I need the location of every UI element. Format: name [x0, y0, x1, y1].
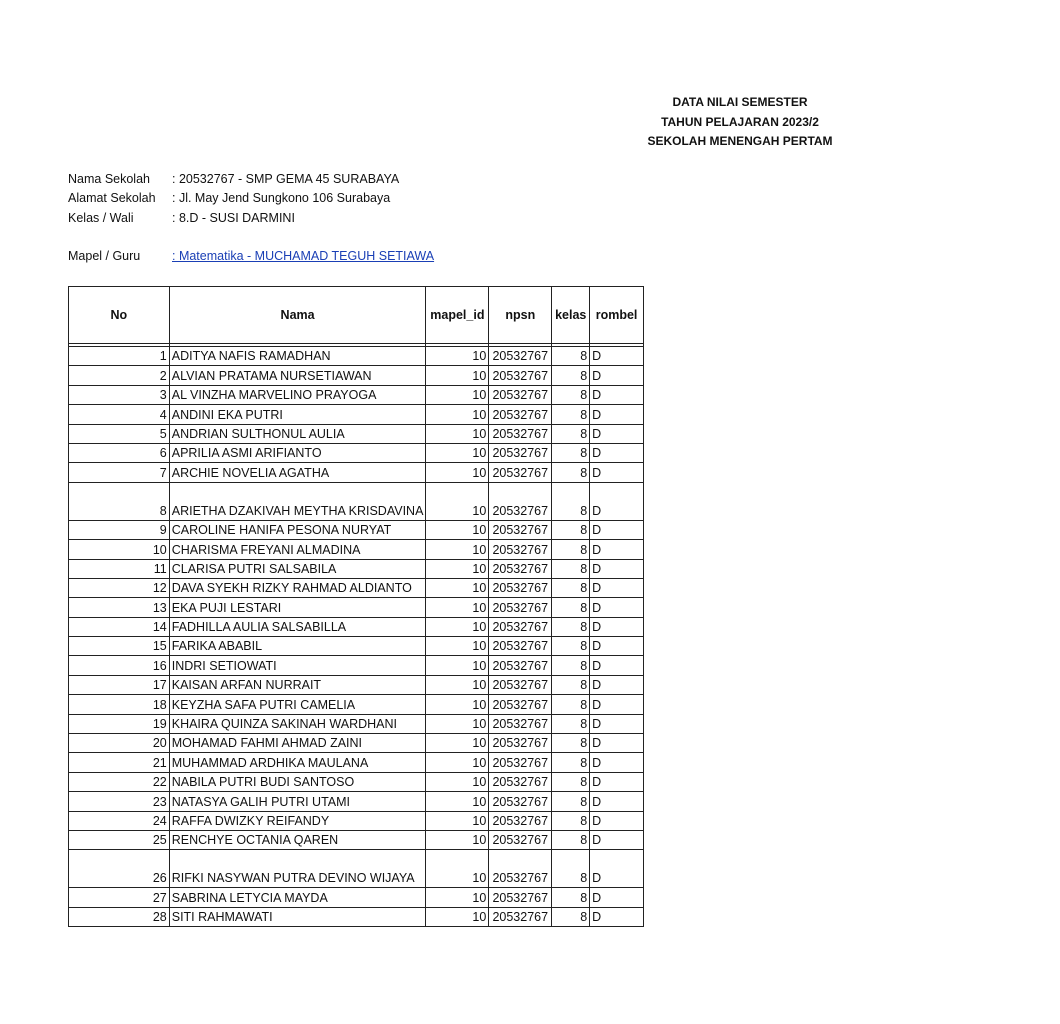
cell-rombel: D [590, 559, 644, 578]
cell-nama: APRILIA ASMI ARIFIANTO [169, 443, 426, 462]
cell-npsn: 20532767 [489, 443, 552, 462]
cell-mapel-id: 10 [426, 714, 489, 733]
table-row [69, 714, 644, 733]
cell-npsn: 20532767 [489, 637, 552, 656]
class-info-row [68, 211, 295, 225]
cell-kelas: 8 [552, 753, 590, 772]
cell-kelas: 8 [552, 540, 590, 559]
cell-nama: ADITYA NAFIS RAMADHAN [169, 347, 426, 366]
col-header-kelas: kelas [552, 287, 590, 344]
cell-npsn: 20532767 [489, 830, 552, 849]
cell-npsn: 20532767 [489, 347, 552, 366]
table-row [69, 443, 644, 462]
school-info-row [68, 172, 399, 186]
table-row [69, 772, 644, 791]
cell-nama: KEYZHA SAFA PUTRI CAMELIA [169, 695, 426, 714]
cell-no: 13 [69, 598, 170, 617]
cell-rombel: D [590, 482, 644, 520]
table-row [69, 830, 644, 849]
table-row [69, 734, 644, 753]
cell-rombel: D [590, 850, 644, 888]
table-row [69, 637, 644, 656]
cell-kelas: 8 [552, 888, 590, 907]
cell-kelas: 8 [552, 675, 590, 694]
cell-mapel-id: 10 [426, 405, 489, 424]
cell-mapel-id: 10 [426, 424, 489, 443]
cell-nama: ANDINI EKA PUTRI [169, 405, 426, 424]
cell-no: 18 [69, 695, 170, 714]
cell-mapel-id: 10 [426, 463, 489, 482]
cell-rombel: D [590, 385, 644, 404]
cell-rombel: D [590, 463, 644, 482]
table-row [69, 520, 644, 539]
cell-nama: SITI RAHMAWATI [169, 907, 426, 926]
cell-no: 12 [69, 578, 170, 597]
cell-nama: RENCHYE OCTANIA QAREN [169, 830, 426, 849]
cell-rombel: D [590, 617, 644, 636]
cell-nama: ANDRIAN SULTHONUL AULIA [169, 424, 426, 443]
cell-rombel: D [590, 578, 644, 597]
cell-kelas: 8 [552, 578, 590, 597]
cell-rombel: D [590, 811, 644, 830]
cell-npsn: 20532767 [489, 907, 552, 926]
cell-nama: MUHAMMAD ARDHIKA MAULANA [169, 753, 426, 772]
cell-mapel-id: 10 [426, 443, 489, 462]
cell-no: 15 [69, 637, 170, 656]
cell-no: 23 [69, 792, 170, 811]
cell-rombel: D [590, 520, 644, 539]
subject-label: Mapel / Guru [68, 249, 141, 263]
cell-no: 22 [69, 772, 170, 791]
cell-rombel: D [590, 792, 644, 811]
cell-mapel-id: 10 [426, 578, 489, 597]
cell-mapel-id: 10 [426, 347, 489, 366]
cell-kelas: 8 [552, 637, 590, 656]
table-row [69, 888, 644, 907]
cell-no: 25 [69, 830, 170, 849]
table-row [69, 850, 644, 888]
cell-npsn: 20532767 [489, 753, 552, 772]
cell-rombel: D [590, 656, 644, 675]
cell-nama: MOHAMAD FAHMI AHMAD ZAINI [169, 734, 426, 753]
cell-no: 9 [69, 520, 170, 539]
cell-kelas: 8 [552, 347, 590, 366]
cell-mapel-id: 10 [426, 540, 489, 559]
cell-nama: AL VINZHA MARVELINO PRAYOGA [169, 385, 426, 404]
cell-mapel-id: 10 [426, 520, 489, 539]
cell-kelas: 8 [552, 520, 590, 539]
cell-no: 3 [69, 385, 170, 404]
table-row [69, 598, 644, 617]
cell-no: 7 [69, 463, 170, 482]
cell-nama: ARCHIE NOVELIA AGATHA [169, 463, 426, 482]
cell-rombel: D [590, 888, 644, 907]
cell-npsn: 20532767 [489, 675, 552, 694]
cell-mapel-id: 10 [426, 637, 489, 656]
cell-kelas: 8 [552, 424, 590, 443]
cell-npsn: 20532767 [489, 578, 552, 597]
cell-kelas: 8 [552, 443, 590, 462]
col-header-rombel: rombel [590, 287, 644, 344]
cell-mapel-id: 10 [426, 656, 489, 675]
cell-mapel-id: 10 [426, 617, 489, 636]
cell-rombel: D [590, 366, 644, 385]
class-value: : 8.D - SUSI DARMINI [172, 211, 295, 225]
cell-kelas: 8 [552, 830, 590, 849]
cell-npsn: 20532767 [489, 734, 552, 753]
cell-no: 2 [69, 366, 170, 385]
cell-npsn: 20532767 [489, 482, 552, 520]
cell-rombel: D [590, 734, 644, 753]
cell-rombel: D [590, 405, 644, 424]
cell-mapel-id: 10 [426, 482, 489, 520]
table-row [69, 482, 644, 520]
cell-no: 26 [69, 850, 170, 888]
cell-rombel: D [590, 830, 644, 849]
cell-mapel-id: 10 [426, 753, 489, 772]
cell-npsn: 20532767 [489, 540, 552, 559]
table-header-row [69, 287, 644, 344]
cell-kelas: 8 [552, 656, 590, 675]
cell-rombel: D [590, 675, 644, 694]
cell-nama: RAFFA DWIZKY REIFANDY [169, 811, 426, 830]
cell-npsn: 20532767 [489, 559, 552, 578]
table-row [69, 366, 644, 385]
cell-rombel: D [590, 443, 644, 462]
cell-npsn: 20532767 [489, 598, 552, 617]
cell-no: 5 [69, 424, 170, 443]
cell-nama: CAROLINE HANIFA PESONA NURYAT [169, 520, 426, 539]
cell-kelas: 8 [552, 734, 590, 753]
table-row [69, 695, 644, 714]
cell-mapel-id: 10 [426, 598, 489, 617]
cell-rombel: D [590, 347, 644, 366]
cell-kelas: 8 [552, 695, 590, 714]
cell-nama: SABRINA LETYCIA MAYDA [169, 888, 426, 907]
table-row [69, 656, 644, 675]
table-row [69, 753, 644, 772]
cell-no: 6 [69, 443, 170, 462]
cell-npsn: 20532767 [489, 617, 552, 636]
table-row [69, 385, 644, 404]
cell-no: 1 [69, 347, 170, 366]
class-label: Kelas / Wali [68, 211, 134, 225]
cell-rombel: D [590, 598, 644, 617]
subject-info-row [68, 249, 434, 263]
cell-nama: NATASYA GALIH PUTRI UTAMI [169, 792, 426, 811]
cell-kelas: 8 [552, 463, 590, 482]
cell-kelas: 8 [552, 811, 590, 830]
cell-npsn: 20532767 [489, 850, 552, 888]
cell-mapel-id: 10 [426, 385, 489, 404]
cell-no: 11 [69, 559, 170, 578]
cell-npsn: 20532767 [489, 888, 552, 907]
cell-npsn: 20532767 [489, 520, 552, 539]
cell-mapel-id: 10 [426, 850, 489, 888]
table-row [69, 617, 644, 636]
cell-npsn: 20532767 [489, 695, 552, 714]
cell-nama: NABILA PUTRI BUDI SANTOSO [169, 772, 426, 791]
cell-no: 10 [69, 540, 170, 559]
table-row [69, 811, 644, 830]
cell-mapel-id: 10 [426, 695, 489, 714]
cell-rombel: D [590, 714, 644, 733]
cell-kelas: 8 [552, 617, 590, 636]
cell-nama: EKA PUJI LESTARI [169, 598, 426, 617]
cell-npsn: 20532767 [489, 405, 552, 424]
cell-no: 8 [69, 482, 170, 520]
school-level: SEKOLAH MENENGAH PERTAM [647, 134, 833, 148]
table-body [69, 344, 644, 927]
table-row [69, 347, 644, 366]
cell-npsn: 20532767 [489, 366, 552, 385]
cell-no: 17 [69, 675, 170, 694]
cell-nama: DAVA SYEKH RIZKY RAHMAD ALDIANTO [169, 578, 426, 597]
cell-mapel-id: 10 [426, 907, 489, 926]
cell-npsn: 20532767 [489, 811, 552, 830]
school-value: : 20532767 - SMP GEMA 45 SURABAYA [172, 172, 400, 186]
col-header-no: No [69, 287, 170, 344]
cell-no: 19 [69, 714, 170, 733]
cell-rombel: D [590, 637, 644, 656]
cell-kelas: 8 [552, 714, 590, 733]
cell-mapel-id: 10 [426, 559, 489, 578]
cell-mapel-id: 10 [426, 734, 489, 753]
cell-mapel-id: 10 [426, 888, 489, 907]
cell-no: 4 [69, 405, 170, 424]
cell-nama: KAISAN ARFAN NURRAIT [169, 675, 426, 694]
address-value: : Jl. May Jend Sungkono 106 Surabaya [172, 191, 391, 205]
cell-nama: FARIKA ABABIL [169, 637, 426, 656]
grades-table [68, 286, 644, 927]
table-row [69, 792, 644, 811]
cell-kelas: 8 [552, 850, 590, 888]
cell-kelas: 8 [552, 405, 590, 424]
table-row [69, 540, 644, 559]
cell-kelas: 8 [552, 366, 590, 385]
cell-mapel-id: 10 [426, 792, 489, 811]
table-row [69, 907, 644, 926]
cell-npsn: 20532767 [489, 772, 552, 791]
col-header-npsn: npsn [489, 287, 552, 344]
cell-mapel-id: 10 [426, 772, 489, 791]
cell-kelas: 8 [552, 482, 590, 520]
cell-npsn: 20532767 [489, 656, 552, 675]
cell-nama: CHARISMA FREYANI ALMADINA [169, 540, 426, 559]
table-row [69, 559, 644, 578]
cell-nama: CLARISA PUTRI SALSABILA [169, 559, 426, 578]
address-label: Alamat Sekolah [68, 191, 156, 205]
cell-no: 14 [69, 617, 170, 636]
cell-npsn: 20532767 [489, 792, 552, 811]
cell-mapel-id: 10 [426, 675, 489, 694]
academic-year: TAHUN PELAJARAN 2023/2 [661, 115, 819, 129]
cell-nama: INDRI SETIOWATI [169, 656, 426, 675]
cell-no: 27 [69, 888, 170, 907]
cell-no: 24 [69, 811, 170, 830]
report-title: DATA NILAI SEMESTER [672, 95, 808, 109]
cell-kelas: 8 [552, 907, 590, 926]
cell-rombel: D [590, 695, 644, 714]
col-header-mapel-id: mapel_id [426, 287, 489, 344]
table-row [69, 578, 644, 597]
cell-nama: ARIETHA DZAKIVAH MEYTHA KRISDAVINA [169, 482, 426, 520]
cell-no: 21 [69, 753, 170, 772]
table-row [69, 463, 644, 482]
cell-kelas: 8 [552, 559, 590, 578]
cell-rombel: D [590, 772, 644, 791]
cell-npsn: 20532767 [489, 385, 552, 404]
cell-no: 20 [69, 734, 170, 753]
school-label: Nama Sekolah [68, 172, 150, 186]
cell-rombel: D [590, 907, 644, 926]
cell-mapel-id: 10 [426, 366, 489, 385]
cell-no: 28 [69, 907, 170, 926]
cell-mapel-id: 10 [426, 811, 489, 830]
cell-kelas: 8 [552, 772, 590, 791]
cell-kelas: 8 [552, 385, 590, 404]
cell-rombel: D [590, 753, 644, 772]
cell-kelas: 8 [552, 598, 590, 617]
cell-nama: FADHILLA AULIA SALSABILLA [169, 617, 426, 636]
cell-nama: KHAIRA QUINZA SAKINAH WARDHANI [169, 714, 426, 733]
address-info-row [68, 191, 390, 205]
cell-mapel-id: 10 [426, 830, 489, 849]
table-row [69, 405, 644, 424]
table-row [69, 424, 644, 443]
subject-teacher-link[interactable]: : Matematika - MUCHAMAD TEGUH SETIAWA [172, 249, 435, 263]
cell-rombel: D [590, 424, 644, 443]
cell-npsn: 20532767 [489, 424, 552, 443]
cell-nama: RIFKI NASYWAN PUTRA DEVINO WIJAYA [169, 850, 426, 888]
cell-npsn: 20532767 [489, 463, 552, 482]
cell-npsn: 20532767 [489, 714, 552, 733]
cell-rombel: D [590, 540, 644, 559]
cell-nama: ALVIAN PRATAMA NURSETIAWAN [169, 366, 426, 385]
cell-kelas: 8 [552, 792, 590, 811]
table-row [69, 675, 644, 694]
cell-no: 16 [69, 656, 170, 675]
col-header-nama: Nama [169, 287, 426, 344]
